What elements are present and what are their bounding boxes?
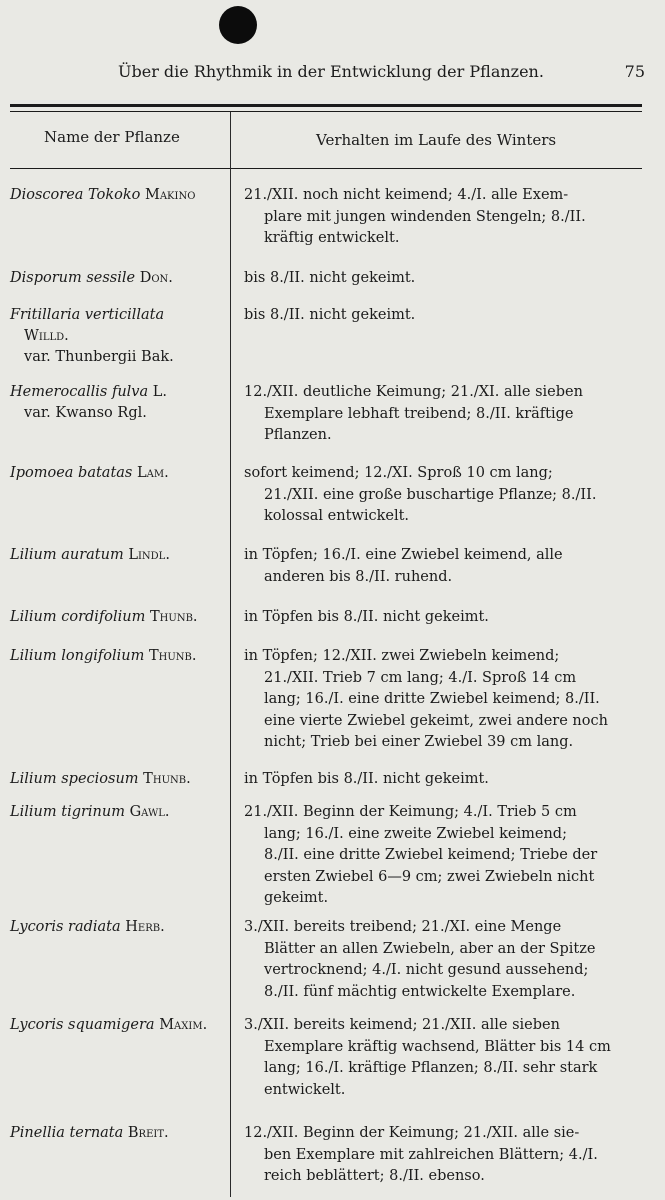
behavior-line: lang; 16./I. eine dritte Zwiebel keimend; 8./II. (264, 691, 600, 707)
plant-author: Makino (144, 187, 196, 203)
behavior-line: kräftig entwickelt. (264, 230, 400, 246)
winter-behavior (244, 1015, 644, 1101)
behavior-line: ersten Zwiebel 6—9 cm; zwei Zwiebeln nicht (264, 868, 595, 885)
behavior-line: 21./XII. noch nicht keimend; 4./I. alle Exem- (244, 187, 569, 203)
plant-latin-name: Ipomoea batatas (10, 465, 133, 481)
plant-latin-name: Dioscorea Tokoko (10, 187, 141, 203)
behavior-line: in Töpfen; 16./I. eine Zwiebel keimend, alle (244, 547, 563, 563)
behavior-line: ben Exemplare mit zahlreichen Blättern; 4./I. (264, 1146, 598, 1163)
winter-behavior (244, 305, 644, 327)
plant-latin-name: Lycoris radiata (10, 919, 121, 935)
plant-latin-name: Lilium longifolium (10, 648, 145, 664)
plant-name (10, 802, 226, 823)
winter-behavior (244, 382, 644, 447)
behavior-line: in Töpfen bis 8./II. nicht gekeimt. (244, 609, 489, 625)
plant-author: Herb. (125, 919, 165, 935)
table-top-rule-thin (10, 111, 642, 112)
behavior-line: 8./II. eine dritte Zwiebel keimend; Triebe der (264, 847, 598, 863)
plant-author: Thunb. (150, 609, 198, 625)
plant-name (10, 646, 226, 667)
plant-author: Lindl. (128, 547, 170, 563)
plant-name (10, 545, 226, 566)
behavior-line: lang; 16./I. kräftige Pflanzen; 8./II. sehr stark (264, 1060, 598, 1076)
plant-name (10, 1015, 226, 1036)
behavior-line: bis 8./II. nicht gekeimt. (244, 307, 416, 323)
behavior-line: reich beblättert; 8./II. ebenso. (264, 1168, 485, 1184)
winter-behavior (244, 1123, 644, 1188)
plant-latin-name: Lycoris squamigera (10, 1017, 155, 1033)
plant-name (10, 769, 226, 790)
plant-name (10, 382, 226, 424)
behavior-line: gekeimt. (264, 890, 329, 906)
behavior-line: 12./XII. deutliche Keimung; 21./XI. alle sieben (244, 384, 583, 400)
behavior-line: 3./XII. bereits keimend; 21./XII. alle sieben (244, 1017, 560, 1033)
behavior-line: in Töpfen; 12./XII. zwei Zwiebeln keimend; (244, 648, 560, 664)
plant-latin-name: Lilium speciosum (10, 771, 139, 787)
winter-behavior (244, 802, 644, 910)
behavior-line: sofort keimend; 12./XI. Sproß 10 cm lang; (244, 465, 553, 481)
plant-name (10, 268, 226, 289)
punch-hole-mark (219, 6, 257, 44)
plant-author: Maxim. (159, 1017, 208, 1033)
behavior-line: Blätter an allen Zwiebeln, aber an der Spitze (264, 940, 596, 957)
plant-name (10, 463, 226, 484)
behavior-line: Exemplare lebhaft treibend; 8./II. kräftige (264, 405, 574, 422)
winter-behavior (244, 646, 644, 754)
plant-latin-name: Lilium tigrinum (10, 804, 125, 820)
plant-name (10, 1123, 226, 1144)
running-head (0, 62, 665, 86)
page-number: 75 (624, 62, 645, 81)
column-divider (230, 112, 231, 1197)
plant-name (10, 305, 226, 368)
behavior-line: nicht; Trieb bei einer Zwiebel 39 cm lang. (264, 734, 574, 750)
plant-author: Thunb. (148, 648, 197, 664)
behavior-line: 21./XII. eine große buschartige Pflanze; 8./II. (264, 486, 597, 503)
winter-behavior (244, 268, 644, 290)
winter-behavior (244, 607, 644, 629)
plant-author: Lam. (136, 465, 169, 481)
winter-behavior (244, 185, 644, 250)
plant-latin-name: Hemerocallis fulva (10, 384, 149, 400)
winter-behavior (244, 463, 644, 528)
column-header-behavior: Verhalten im Laufe des Winters (316, 131, 557, 149)
plant-name-continuation: Willd. (24, 328, 69, 344)
plant-name (10, 185, 226, 206)
running-title: Über die Rhythmik in der Entwicklung der Pflanzen. (118, 62, 544, 81)
behavior-line: entwickelt. (264, 1081, 346, 1098)
table-top-rule (10, 104, 642, 107)
behavior-line: eine vierte Zwiebel gekeimt, zwei andere noch (264, 712, 608, 729)
plant-author: Gawl. (129, 804, 170, 820)
behavior-line: 21./XII. Trieb 7 cm lang; 4./I. Sproß 14 cm (264, 669, 577, 686)
behavior-line: vertrocknend; 4./I. nicht gesund aussehend; (264, 962, 589, 978)
behavior-line: plare mit jungen windenden Stengeln; 8./II. (264, 208, 586, 225)
plant-name (10, 917, 226, 938)
plant-latin-name: Fritillaria verticillata (10, 307, 165, 323)
plant-author: Breit. (127, 1125, 169, 1141)
plant-latin-name: Pinellia ternata (10, 1125, 124, 1141)
plant-latin-name: Lilium auratum (10, 547, 124, 563)
winter-behavior (244, 917, 644, 1003)
plant-name (10, 607, 226, 628)
behavior-line: 3./XII. bereits treibend; 21./XI. eine Menge (244, 919, 562, 935)
plant-latin-name: Lilium cordifolium (10, 609, 146, 625)
plant-name-continuation: var. Kwanso Rgl. (24, 405, 147, 421)
behavior-line: 8./II. fünf mächtig entwickelte Exemplare. (264, 983, 576, 1000)
behavior-line: anderen bis 8./II. ruhend. (264, 568, 453, 585)
header-rule (10, 168, 642, 169)
column-header-plant: Name der Pflanze (44, 128, 180, 146)
behavior-line: bis 8./II. nicht gekeimt. (244, 270, 416, 286)
behavior-line: kolossal entwickelt. (264, 508, 410, 524)
behavior-line: Exemplare kräftig wachsend, Blätter bis 14 cm (264, 1038, 611, 1055)
behavior-line: in Töpfen bis 8./II. nicht gekeimt. (244, 771, 489, 787)
winter-behavior (244, 545, 644, 588)
behavior-line: lang; 16./I. eine zweite Zwiebel keimend; (264, 825, 567, 842)
plant-latin-name: Disporum sessile (10, 270, 136, 286)
winter-behavior (244, 769, 644, 791)
behavior-line: Pflanzen. (264, 427, 332, 443)
behavior-line: 21./XII. Beginn der Keimung; 4./I. Trieb 5 cm (244, 804, 577, 820)
plant-author: Don. (139, 270, 173, 286)
plant-name-continuation: var. Thunbergii Bak. (24, 349, 174, 365)
behavior-line: 12./XII. Beginn der Keimung; 21./XII. alle sie- (244, 1125, 580, 1141)
plant-author: L. (152, 384, 167, 400)
plant-author: Thunb. (143, 771, 191, 787)
